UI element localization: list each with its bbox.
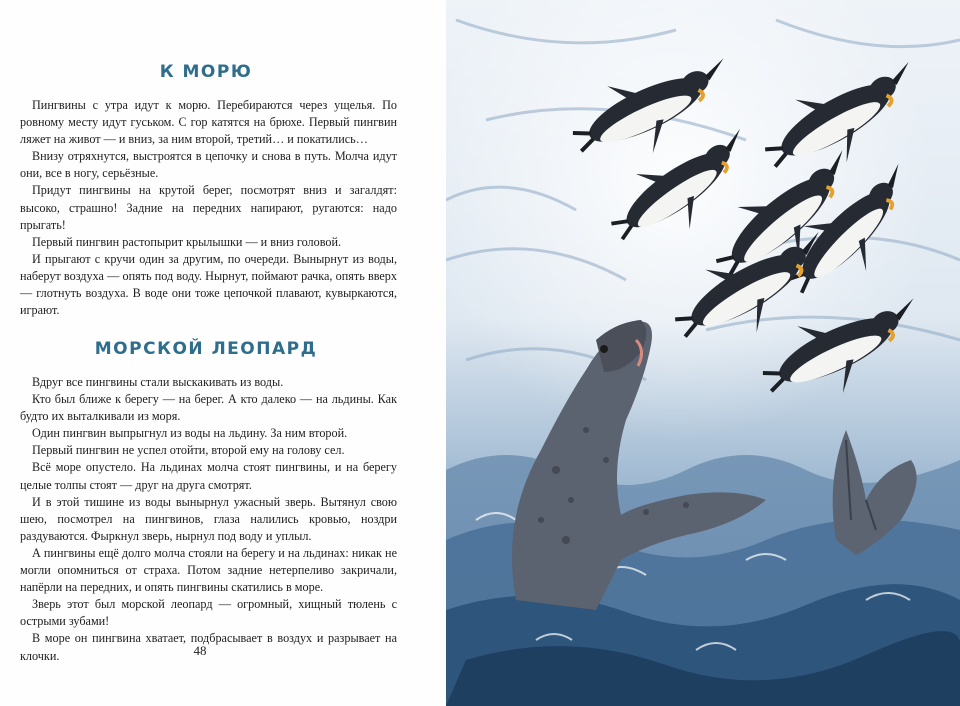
chapter-text bbox=[20, 374, 397, 665]
paragraph: Первый пингвин не успел отойти, второй ему на голову сел. bbox=[32, 443, 345, 458]
chapter-text bbox=[20, 97, 397, 319]
paragraph: Первый пингвин растопырит крылышки — и вниз головой. bbox=[32, 234, 342, 249]
illustration-page bbox=[446, 0, 960, 706]
chapter-title: К МОРЮ bbox=[159, 62, 253, 82]
paragraph: Вдруг все пингвины стали выскакивать из воды. bbox=[32, 375, 284, 389]
penguins-and-leopard-seal-illustration bbox=[446, 0, 960, 706]
chapter-title: МОРСКОЙ ЛЕОПАРД bbox=[94, 339, 318, 359]
paragraph: В море он пингвина хватает, подбрасывает в воздух и разрывает на клочки. bbox=[20, 631, 397, 663]
paragraph: А пингвины ещё долго молча стояли на берегу и на льдинах: никак не могли опомниться от страха. Потом задние нетерпеливо закричали, напёрли на передних, и опять пингвины скатились в море. bbox=[20, 545, 397, 595]
paragraph: Придут пингвины на крутой берег, посмотрят вниз и загалдят: высоко, страшно! Задние на передних напирают, ругаются: надо прыгать! bbox=[20, 183, 397, 232]
page-number: 48 bbox=[193, 643, 207, 658]
paragraph: Зверь этот был морской леопард — огромный, хищный тюлень с острыми зубами! bbox=[20, 597, 397, 629]
paragraph: Кто был ближе к берегу — на берег. А кто далеко — на льдины. Как будто их выталкивали из моря. bbox=[20, 392, 397, 424]
paragraph: Внизу отряхнутся, выстроятся в цепочку и снова в путь. Молча идут они, все в ногу, серьёзные. bbox=[20, 149, 397, 181]
left-page bbox=[0, 0, 446, 706]
paragraph: И в этой тишине из воды вынырнул ужасный зверь. Вытянул свою шею, посмотрел на пингвинов, глаза налились кровью, ноздри раздуваются. Фыркнул зверь, нырнул под воду и уплыл. bbox=[20, 494, 397, 543]
paragraph: Один пингвин выпрыгнул из воды на льдину. За ним второй. bbox=[32, 426, 348, 441]
paragraph: Пингвины с утра идут к морю. Перебираются через ущелья. По ровному месту идут гуськом. С гор катятся на брюхе. Первый пингвин ляжет на живот — и вниз, за ним второй, третий… и покатились… bbox=[20, 98, 397, 147]
paragraph: Всё море опустело. На льдинах молча стоят пингвины, и на берегу целые толпы стоят — друг на друга смотрят. bbox=[20, 460, 397, 492]
paragraph: И прыгают с кручи один за другим, по очереди. Вынырнут из воды, наберут воздуха — опять под воду. Нырнут, поймают рачка, опять вверх — глотнуть воздуха. В воде они тоже цепочкой плавают, кувыркаются, играют. bbox=[20, 251, 397, 318]
